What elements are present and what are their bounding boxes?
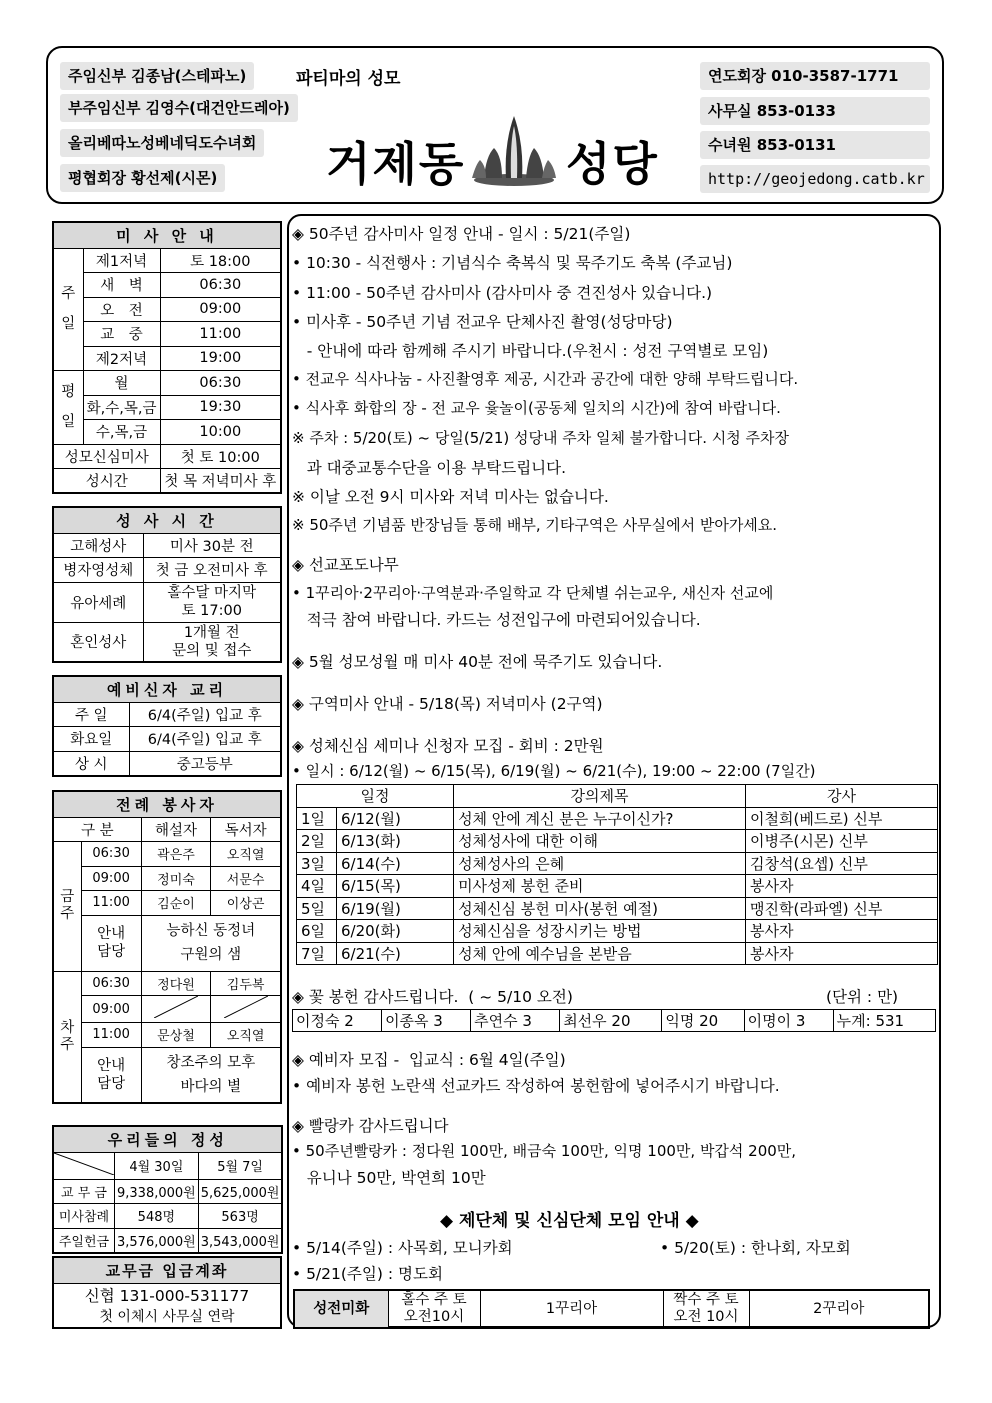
sacrament-name: 고해성사 [53, 533, 143, 558]
commentator: 김순이 [141, 891, 211, 916]
col-header: 독서자 [211, 817, 281, 842]
offering-value: 9,338,000원 [115, 1179, 199, 1204]
sacrament-time: 홀수달 마지막 토 17:00 [143, 582, 281, 622]
notice-line: • 전교우 식사나눔 - 사진촬영후 제공, 시간과 공간에 대한 양해 부탁드립니다. [292, 370, 799, 388]
lecture-title: 성체신심을 성장시키는 방법 [454, 920, 746, 943]
seminar-fee: - 회비 : 2만원 [503, 737, 604, 755]
session-date: 6/15(목) [337, 875, 454, 898]
notice-line: 적극 참여 바랍니다. 카드는 성전입구에 마련되어있습니다. [292, 611, 701, 629]
seminar-table [296, 784, 938, 965]
mass-name: 교 중 [83, 322, 160, 347]
notice-flowers-title [292, 985, 573, 1007]
donor: 이종옥 3 [382, 1010, 471, 1032]
flowers-range: ( ~ 5/10 오전) [468, 988, 573, 1006]
even-week-group: 2꾸리아 [749, 1290, 929, 1328]
donor: 이명이 3 [744, 1010, 833, 1032]
website-link[interactable]: http://geojedong.catb.kr [700, 165, 930, 193]
lecturer: 이철희(베드로) 신부 [746, 807, 938, 830]
reader: 이상곤 [211, 891, 281, 916]
class-start: 6/4(주일) 입교 후 [129, 702, 281, 727]
catechumen-title-text: ◈ 예비자 모집 - [292, 1051, 400, 1069]
table-row [297, 875, 938, 898]
mass-name: 제1저녁 [83, 248, 160, 273]
notice-line: • 식사후 화합의 장 - 전 교우 윷놀이(공동체 일치의 시간)에 참여 바랍니다. [292, 399, 781, 417]
parish-name-left: 거제동 [326, 137, 466, 191]
notice-rosary-title: ◈ 5월 성모성월 매 미사 40분 전에 묵주기도 있습니다. [292, 653, 663, 671]
lecturer: 맹진학(라파엘) 신부 [746, 897, 938, 920]
notice-line: 과 대중교통수단을 이용 부탁드립니다. [292, 459, 567, 477]
weekday-label: 평 일 [53, 371, 83, 445]
seminar-dates: • 일시 : 6/12(월) ~ 6/15(목), 6/19(월) ~ 6/21(수), 19:00 ~ 22:00 (7일간) [292, 762, 816, 780]
offering-type: 교 무 금 [53, 1179, 115, 1204]
lecture-title: 성체 안에 예수님을 본받음 [454, 942, 746, 965]
mass-name: 성모신심미사 [53, 444, 160, 469]
notice-line: ※ 50주년 기념품 반장님들 통해 배부, 기타구역은 사무실에서 받아가세요. [292, 516, 778, 534]
class-day: 주 일 [53, 702, 129, 727]
group-meeting: • 5/21(주일) : 명도회 [292, 1265, 443, 1283]
liturgy-title: 전례 봉사자 [53, 791, 281, 817]
assistant-pastor-label: 부주임신부 김영수(대건안드레아) [60, 94, 298, 122]
session-date: 6/20(화) [337, 920, 454, 943]
notice-anniversary-title: ◈ 50주년 감사미사 일정 안내 - 일시 : 5/21(주일) [292, 225, 631, 243]
offering-type: 미사참례 [53, 1204, 115, 1229]
donor-total: 누계: 531 [833, 1010, 935, 1032]
guide-label: 안내 담당 [81, 1047, 141, 1103]
mass-name: 성시간 [53, 469, 160, 494]
flower-donors-table [292, 1009, 936, 1032]
donor: 최선우 20 [560, 1010, 662, 1032]
notice-district-mass-title: ◈ 구역미사 안내 - 5/18(목) 저녁미사 (2구역) [292, 695, 603, 713]
funeral-committee-phone: 연도회장 010-3587-1771 [700, 62, 930, 90]
donor: 익명 20 [662, 1010, 744, 1032]
table-row [297, 920, 938, 943]
seminar-title-text: ◈ 성체신심 세미나 신청자 모집 [292, 737, 504, 755]
day-number: 2일 [297, 830, 337, 853]
reader: 오직열 [211, 1023, 281, 1048]
sacrament-name: 유아세례 [53, 582, 143, 622]
entrance-date: 입교식 : 6월 4일(주일) [409, 1051, 566, 1069]
group-meeting: • 5/14(주일) : 사목회, 모니카회 [292, 1239, 513, 1257]
day-number: 1일 [297, 807, 337, 830]
odd-week-group: 1꾸리아 [480, 1290, 663, 1328]
notice-line: • 50주년빨랑카 : 정다원 100만, 배금숙 100만, 익명 100만, 박갑석 200만, [292, 1142, 797, 1160]
offering-value: 563명 [198, 1204, 282, 1229]
donor: 추연수 3 [471, 1010, 560, 1032]
convent-phone: 수녀원 853-0131 [700, 131, 930, 159]
mass-title: 미 사 안 내 [53, 222, 281, 248]
mass-time: 09:00 [160, 297, 281, 322]
lecture-title: 성체성사의 은혜 [454, 852, 746, 875]
lecturer: 봉사자 [746, 942, 938, 965]
col-header: 구 분 [53, 817, 141, 842]
mass-name: 수,목,금 [83, 420, 160, 445]
commentator [141, 996, 211, 1023]
offering-value: 3,543,000원 [198, 1228, 282, 1253]
offering-type: 주일헌금 [53, 1228, 115, 1253]
offerings-title: 우리들의 정성 [53, 1126, 282, 1152]
sacrament-title: 성 사 시 간 [53, 507, 281, 533]
day-number: 4일 [297, 875, 337, 898]
mass-time: 첫 목 저녁미사 후 [160, 469, 281, 494]
col-header: 강사 [746, 785, 938, 808]
mass-time: 19:30 [160, 395, 281, 420]
notice-seminar-title [292, 734, 604, 756]
class-start: 중고등부 [129, 751, 281, 776]
catechumen-title: 예비신자 교리 [53, 676, 281, 702]
pastor-label: 주임신부 김종남(스테파노) [60, 62, 254, 90]
table-row [297, 807, 938, 830]
day-number: 5일 [297, 897, 337, 920]
mass-time: 06:30 [160, 273, 281, 298]
lecturer: 김창석(요셉) 신부 [746, 852, 938, 875]
sisters-label: 올리베따노성베네딕도수녀회 [60, 129, 264, 157]
lecture-title: 미사성제 봉헌 준비 [454, 875, 746, 898]
next-week-label: 차 주 [53, 971, 81, 1103]
groups-title: ◆ 제단체 및 신심단체 모임 안내 ◆ [440, 1211, 699, 1231]
offering-value: 548명 [115, 1204, 199, 1229]
guide-group: 창조주의 모후 바다의 별 [141, 1047, 281, 1103]
table-row [297, 897, 938, 920]
guide-label: 안내 담당 [81, 915, 141, 971]
mass-time: 09:00 [81, 996, 141, 1023]
church-logo-icon [466, 104, 562, 190]
flowers-unit: (단위 : 만) [826, 988, 899, 1006]
mass-time: 11:00 [81, 1023, 141, 1048]
lecturer: 봉사자 [746, 920, 938, 943]
sunday-label: 주 일 [53, 248, 83, 371]
mass-schedule-table [52, 221, 282, 494]
catechumen-table [52, 675, 282, 777]
account-title: 교무금 입금계좌 [53, 1257, 281, 1283]
guide-group: 능하신 동정녀 구원의 샘 [141, 915, 281, 971]
commentator: 문상철 [141, 1023, 211, 1048]
table-row [297, 830, 938, 853]
mass-time: 09:00 [81, 866, 141, 891]
even-week-time: 짝수 주 토 오전 10시 [663, 1290, 749, 1328]
mass-time: 11:00 [81, 891, 141, 916]
mass-name: 새 벽 [83, 273, 160, 298]
mass-name: 오 전 [83, 297, 160, 322]
sacrament-time: 첫 금 오전미사 후 [143, 558, 281, 583]
lecturer: 봉사자 [746, 875, 938, 898]
lecture-title: 성체성사에 대한 이해 [454, 830, 746, 853]
lecture-title: 성체 안에 계신 분은 누구이신가? [454, 807, 746, 830]
offering-value: 3,576,000원 [115, 1228, 199, 1253]
account-number: 신협 131-000-531177 [53, 1283, 281, 1306]
notice-line: • 1꾸리아·2꾸리아·구역분과·주일학교 각 단체별 쉬는교우, 새신자 선교에 [292, 584, 774, 602]
day-number: 7일 [297, 942, 337, 965]
session-date: 6/13(화) [337, 830, 454, 853]
office-phone: 사무실 853-0133 [700, 97, 930, 125]
class-day: 상 시 [53, 751, 129, 776]
church-cleaning-table [293, 1289, 930, 1329]
offering-value: 5,625,000원 [198, 1179, 282, 1204]
mass-time: 10:00 [160, 420, 281, 445]
commentator: 정미숙 [141, 866, 211, 891]
council-president-label: 평협회장 황선제(시몬) [60, 164, 225, 192]
parish-name-right: 성당 [566, 137, 659, 191]
reader: 김두복 [211, 971, 281, 996]
offerings-table [52, 1125, 283, 1254]
flowers-title-text: ◈ 꽃 봉헌 감사드립니다. [292, 988, 459, 1006]
reader: 오직열 [211, 842, 281, 867]
col-header: 해설자 [141, 817, 211, 842]
sacrament-time: 1개월 전 문의 및 접수 [143, 622, 281, 662]
notice-catechumen-title [292, 1048, 566, 1070]
sacrament-name: 혼인성사 [53, 622, 143, 662]
date-header: 4월 30일 [115, 1152, 199, 1179]
mass-time: 11:00 [160, 322, 281, 347]
sacrament-time: 미사 30분 전 [143, 533, 281, 558]
notice-line: • 10:30 - 식전행사 : 기념식수 축복식 및 묵주기도 축복 (주교님) [292, 254, 733, 272]
notice-line: - 안내에 따라 함께해 주시기 바랍니다.(우천시 : 성전 구역별로 모임) [292, 342, 769, 360]
mass-time: 19:00 [160, 346, 281, 371]
col-header: 일정 [297, 785, 454, 808]
this-week-label: 금 주 [53, 842, 81, 972]
cleaning-label: 성전미화 [294, 1290, 388, 1328]
table-row [297, 942, 938, 965]
session-date: 6/14(수) [337, 852, 454, 875]
diagonal-line [54, 1153, 114, 1175]
reader: 서문수 [211, 866, 281, 891]
mass-time: 06:30 [160, 371, 281, 396]
day-number: 3일 [297, 852, 337, 875]
mass-time: 첫 토 10:00 [160, 444, 281, 469]
notice-line: 유니나 50만, 박연희 10만 [292, 1169, 486, 1187]
mass-name: 월 [83, 371, 160, 396]
notice-mission-title: ◈ 선교포도나무 [292, 556, 399, 574]
mass-time: 06:30 [81, 971, 141, 996]
notice-palanca-title: ◈ 빨랑카 감사드립니다 [292, 1117, 449, 1135]
donor: 이정숙 2 [293, 1010, 382, 1032]
class-start: 6/4(주일) 입교 후 [129, 727, 281, 752]
empty-slash [154, 996, 198, 1018]
mass-name: 화,수,목,금 [83, 395, 160, 420]
diagonal-cell [53, 1152, 115, 1179]
mass-time: 06:30 [81, 842, 141, 867]
group-meeting: • 5/20(토) : 한나회, 자모회 [660, 1239, 851, 1257]
odd-week-time: 홀수 주 토 오전10시 [388, 1290, 480, 1328]
notice-line: ※ 이날 오전 9시 미사와 저녁 미사는 없습니다. [292, 488, 609, 506]
notice-line: • 미사후 - 50주년 기념 전교우 단체사진 촬영(성당마당) [292, 313, 673, 331]
col-header: 강의제목 [454, 785, 746, 808]
notice-line: ※ 주차 : 5/20(토) ~ 당일(5/21) 성당내 주차 일체 불가합니다. 시청 주차장 [292, 429, 789, 447]
account-note: 첫 이체시 사무실 연락 [53, 1306, 281, 1328]
liturgy-servers-table [52, 790, 282, 1104]
mass-name: 제2저녁 [83, 346, 160, 371]
sacrament-name: 병자영성체 [53, 558, 143, 583]
lecturer: 이병주(시몬) 신부 [746, 830, 938, 853]
parish-patron: 파티마의 성모 [296, 69, 401, 89]
commentator: 정다원 [141, 971, 211, 996]
mass-time: 토 18:00 [160, 248, 281, 273]
commentator: 곽은주 [141, 842, 211, 867]
account-table [52, 1256, 282, 1329]
notice-line: • 예비자 봉헌 노란색 선교카드 작성하여 봉헌함에 넣어주시기 바랍니다. [292, 1077, 780, 1095]
session-date: 6/19(월) [337, 897, 454, 920]
class-day: 화요일 [53, 727, 129, 752]
table-row [297, 852, 938, 875]
sacrament-table [52, 506, 282, 663]
reader [211, 996, 281, 1023]
session-date: 6/21(수) [337, 942, 454, 965]
empty-slash [224, 996, 268, 1018]
notice-line: • 11:00 - 50주년 감사미사 (감사미사 중 견진성사 있습니다.) [292, 284, 713, 302]
lecture-title: 성체신심 봉헌 미사(봉헌 예절) [454, 897, 746, 920]
session-date: 6/12(월) [337, 807, 454, 830]
date-header: 5월 7일 [198, 1152, 282, 1179]
day-number: 6일 [297, 920, 337, 943]
